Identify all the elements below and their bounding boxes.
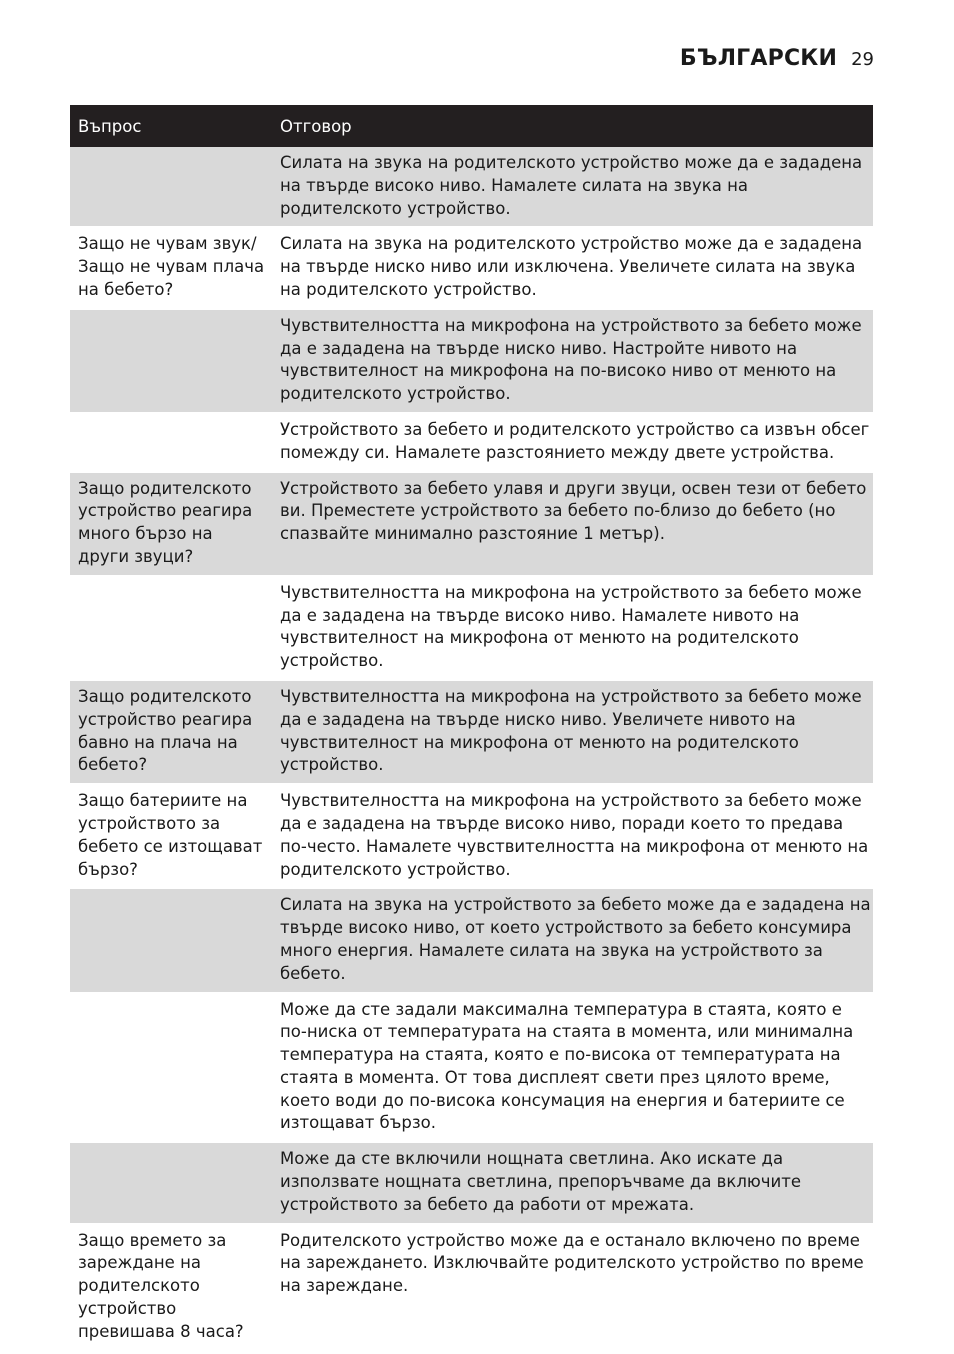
question-cell: Защо не чувам звук/ Защо не чувам плача на бебето?: [70, 227, 270, 308]
question-cell: Защо времето за зареждане на родителското устройство превишава 8 часа?: [70, 1224, 270, 1350]
question-cell: [70, 576, 270, 680]
answer-cell: Устройството за бебето и родителското устройство са извън обсег помежду си. Намалете разстоянието между двете устройства.: [270, 413, 873, 472]
answer-cell: Силата на звука на устройството за бебето може да е зададена на твърде високо ниво, от което устройството за бебето консумира много енергия. Намалете силата на звука на устройството за бебето.: [270, 888, 873, 992]
question-cell: [70, 309, 270, 413]
table-row: [70, 993, 873, 1143]
question-cell: Защо родителското устройство реагира много бързо на други звуци?: [70, 472, 270, 576]
table-header-row: [70, 105, 873, 147]
language-label: БЪЛГАРСКИ: [679, 46, 838, 71]
answer-cell: Чувствителността на микрофона на устройството за бебето може да е зададена на твърде високо ниво. Намалете нивото на чувствителност на микрофона от менюто на родителското устройство.: [270, 576, 873, 680]
page-header: [680, 46, 874, 71]
question-cell: Защо батериите на устройството за бебето се изтощават бързо?: [70, 784, 270, 888]
answer-cell: Силата на звука на родителското устройство може да е зададена на твърде ниско ниво или изключена. Увеличете силата на звука на родителското устройство.: [270, 227, 873, 308]
page-number: 29: [851, 49, 874, 70]
question-cell: [70, 1142, 270, 1223]
table-row: [70, 1224, 873, 1350]
question-cell: [70, 993, 270, 1143]
table-row: [70, 888, 873, 992]
answer-cell: Устройството за бебето улавя и други звуци, освен тези от бебето ви. Преместете устройството за бебето по-близо до бебето (но спазвайте минимално разстояние 1 метър).: [270, 472, 873, 576]
table-row: [70, 680, 873, 784]
question-cell: Защо родителското устройство реагира бавно на плача на бебето?: [70, 680, 270, 784]
table-row: [70, 1142, 873, 1223]
question-cell: [70, 413, 270, 472]
question-cell: [70, 147, 270, 227]
table-row: [70, 309, 873, 413]
answer-cell: Може да сте включили нощната светлина. Ако искате да използвате нощната светлина, препоръчваме да включите устройството за бебето да работи от мрежата.: [270, 1142, 873, 1223]
table-row: [70, 576, 873, 680]
troubleshooting-table: [70, 105, 873, 1350]
answer-cell: Чувствителността на микрофона на устройството за бебето може да е зададена на твърде ниско ниво. Увеличете нивото на чувствителност на микрофона от менюто на родителското устройство.: [270, 680, 873, 784]
question-cell: [70, 888, 270, 992]
column-header-answer: Отговор: [270, 105, 873, 147]
answer-cell: Чувствителността на микрофона на устройството за бебето може да е зададена на твърде ниско ниво. Настройте нивото на чувствителност на микрофона на по-високо ниво от менюто на родителското устройство.: [270, 309, 873, 413]
table-row: [70, 147, 873, 227]
answer-cell: Може да сте задали максимална температура в стаята, която е по-ниска от температурата на стаята в момента, или минимална температура на стаята, която е по-висока от температурата на стаята в момента. От това дисплеят свети през цялото време, което води до по-висока консумация на енергия и батериите се изтощават бързо.: [270, 993, 873, 1143]
table-row: [70, 413, 873, 472]
answer-cell: Родителското устройство може да е останало включено по време на зареждането. Изключвайте родителското устройство по време на зареждане.: [270, 1224, 873, 1350]
column-header-question: Въпрос: [70, 105, 270, 147]
answer-cell: Чувствителността на микрофона на устройството за бебето може да е зададена на твърде високо ниво, поради което то предава по-често. Намалете чувствителността на микрофона от менюто на родителското устройство.: [270, 784, 873, 888]
table-row: [70, 227, 873, 308]
table-row: [70, 784, 873, 888]
table-row: [70, 472, 873, 576]
answer-cell: Силата на звука на родителското устройство може да е зададена на твърде високо ниво. Намалете силата на звука на родителското устройство.: [270, 147, 873, 227]
